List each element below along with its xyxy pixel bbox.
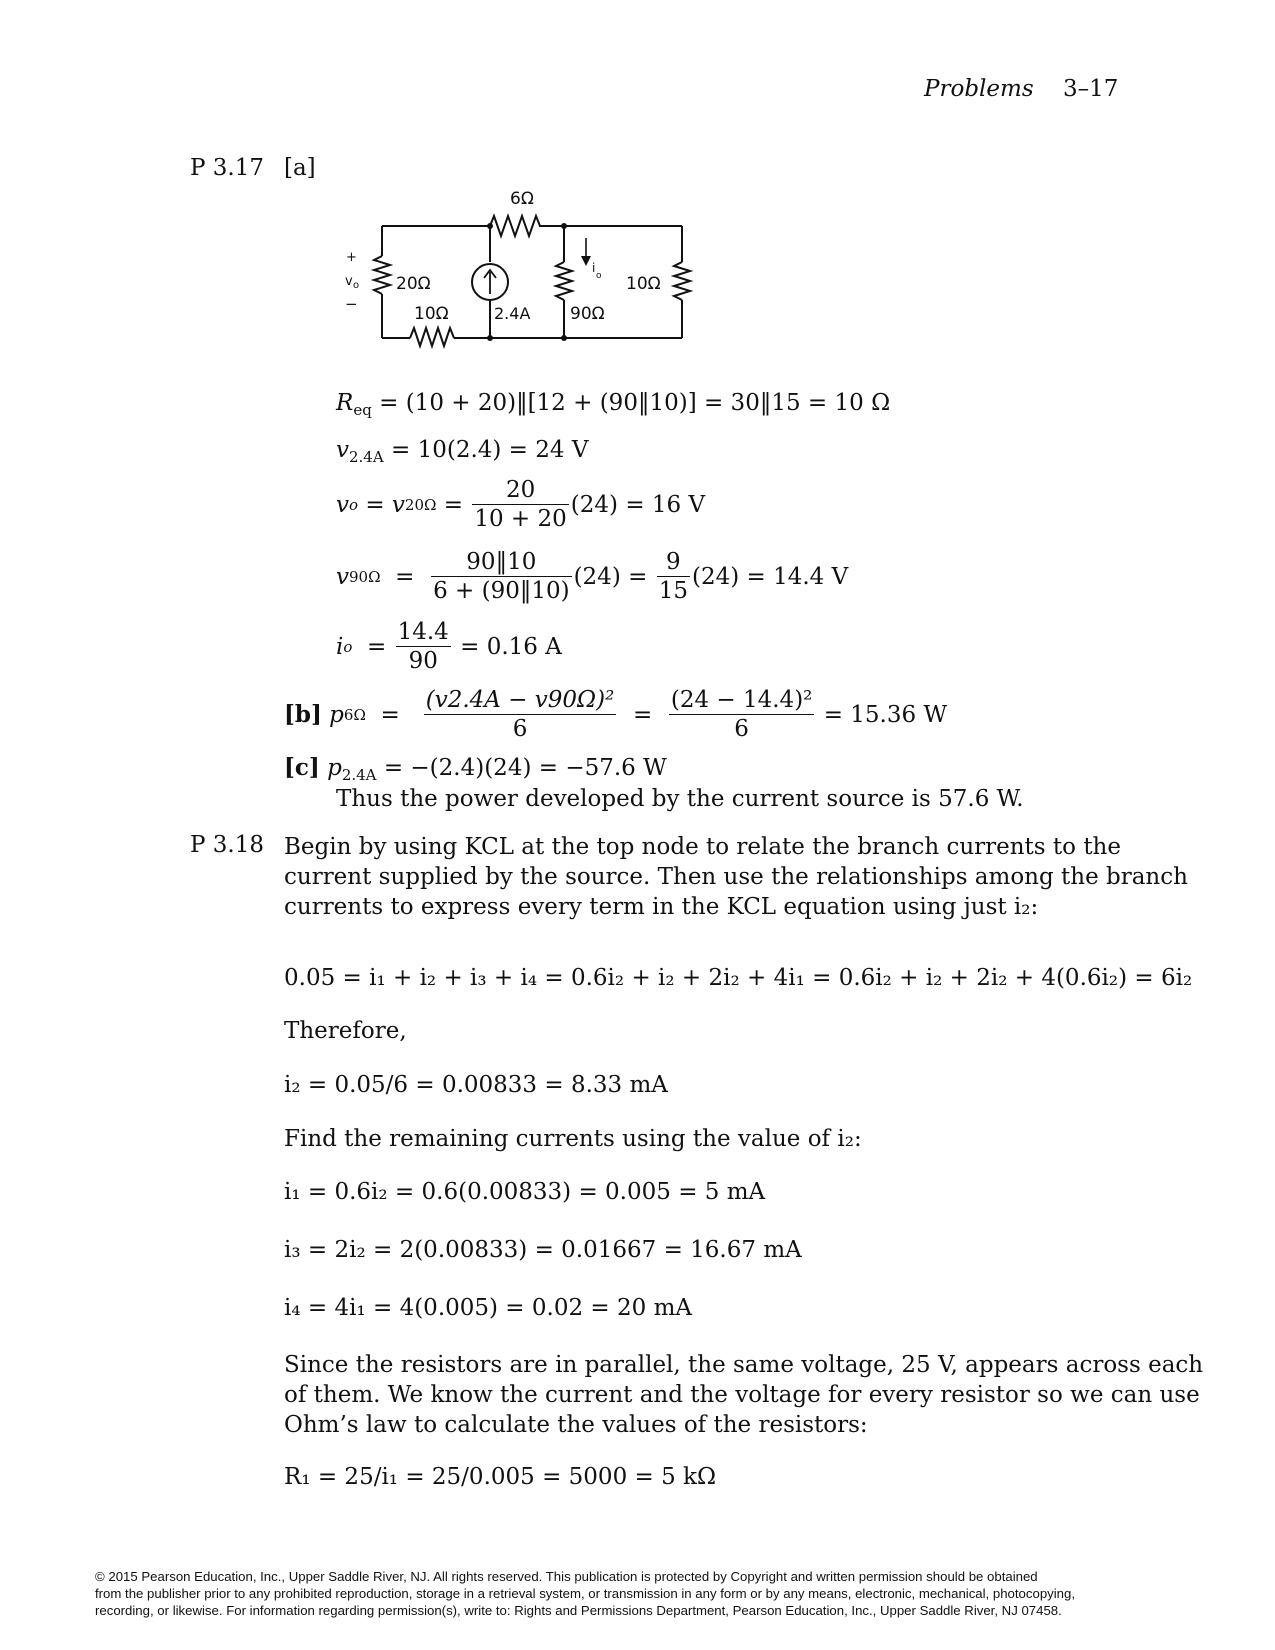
io-label: i <box>592 261 596 275</box>
vo-label: v <box>345 274 353 289</box>
problem-label-3-17: P 3.17 <box>190 155 264 181</box>
parallel-paragraph: Since the resistors are in parallel, the same voltage, 25 V, appears across each of them. We know the current and the voltage for every resistor so we can use Ohm’s law to calculate the values of the resistors: <box>284 1352 1204 1438</box>
eq-i1: i₁ = 0.6i₂ = 0.6(0.00833) = 0.005 = 5 mA <box>284 1179 766 1205</box>
eq-v90: v 90Ω = $\frac{90‖10}{6 + (90‖10)}$ (24) = $\frac{9}{15}$ (24) = 14.4 V <box>336 549 849 604</box>
resistor-10ohm-bottom <box>410 328 454 346</box>
copyright-footer: © 2015 Pearson Education, Inc., Upper Saddle River, NJ. All rights reserved. This publication is protected by Copyright and written permission should be obtained from the publisher prior to any prohibited reproduction, storage in a retrieval system, or transmission in any form or by any means, electronic, mechanical, photocopying, recording, or likewise. For information regarding permission(s), write to: Rights and Permissions Department, Pearson Education, Inc., Upper Saddle River, NJ 07458. <box>95 1569 1076 1618</box>
resistor-10ohm-right <box>674 262 690 300</box>
io-arrow-icon <box>581 256 591 266</box>
label-20ohm: 20Ω <box>396 274 431 294</box>
part-c-equation: [c] $p_{2.4A} = -(2.4)(24) = -57.6$ W <box>284 754 667 784</box>
eq-req: $R_{eq} = (10$ + 20)‖[12 + (90‖10)] = 30‖15 = 10 Ω <box>336 390 891 419</box>
label-10ohm-bottom: 10Ω <box>414 304 449 324</box>
eq-v24a: $v_{2.4A} = 10(2.4) = 24$ V <box>336 437 589 466</box>
label-90ohm: 90Ω <box>570 304 605 324</box>
p318-intro: Begin by using KCL at the top node to relate the branch currents to the current supplied by the source. Then use the relationships among the branch currents to express every term in the KCL equation using just i₂: <box>284 834 1188 920</box>
part-a-label: [a] <box>284 155 316 181</box>
eq-i2: i₂ = 0.05/6 = 0.00833 = 8.33 mA <box>284 1072 668 1098</box>
vo-plus: + <box>346 250 357 265</box>
vo-sub: o <box>353 280 360 291</box>
find-text: Find the remaining currents using the value of i₂: <box>284 1126 862 1152</box>
io-sub: o <box>596 271 602 281</box>
page-number: 3–17 <box>1063 76 1119 102</box>
therefore-text: Therefore, <box>284 1018 407 1044</box>
eq-i4: i₄ = 4i₁ = 4(0.005) = 0.02 = 20 mA <box>284 1295 692 1321</box>
part-b-equation: [b] p 6Ω = $\frac{\text{(v2.4A − v90Ω)²}}{6}$ = $\frac{\text{(24 − 14.4)²}}{6}$ = 15.36 W <box>284 687 948 742</box>
eq-r1: R₁ = 25/i₁ = 25/0.005 = 5000 = 5 kΩ <box>284 1464 717 1490</box>
part-c-note: Thus the power developed by the current source is 57.6 W. <box>336 786 1024 812</box>
resistor-6ohm <box>490 216 556 236</box>
eq-i3: i₃ = 2i₂ = 2(0.00833) = 0.01667 = 16.67 mA <box>284 1237 802 1263</box>
vo-minus: − <box>345 295 358 313</box>
eq-vo: v o = v 20Ω = $\frac{20}{10 + 20}$ (24) = 16 V <box>336 477 706 532</box>
problem-label-3-18: P 3.18 <box>190 832 264 858</box>
circuit-diagram <box>330 180 710 350</box>
running-header-section: Problems <box>924 76 1034 102</box>
eq-io: i o = $\frac{14.4}{90}$ = 0.16 A <box>336 619 562 674</box>
label-6ohm: 6Ω <box>510 189 534 209</box>
kcl-equation: 0.05 = i₁ + i₂ + i₃ + i₄ = 0.6i₂ + i₂ + 2i₂ + 4i₁ = 0.6i₂ + i₂ + 2i₂ + 4(0.6i₂) = 6i₂ <box>284 965 1193 991</box>
resistor-20ohm <box>374 256 390 294</box>
resistor-90ohm <box>556 262 572 300</box>
label-10ohm-right: 10Ω <box>626 274 661 294</box>
fraction: $\frac{20}{10 + 20}$ <box>474 477 567 532</box>
label-2-4A: 2.4A <box>494 304 531 323</box>
